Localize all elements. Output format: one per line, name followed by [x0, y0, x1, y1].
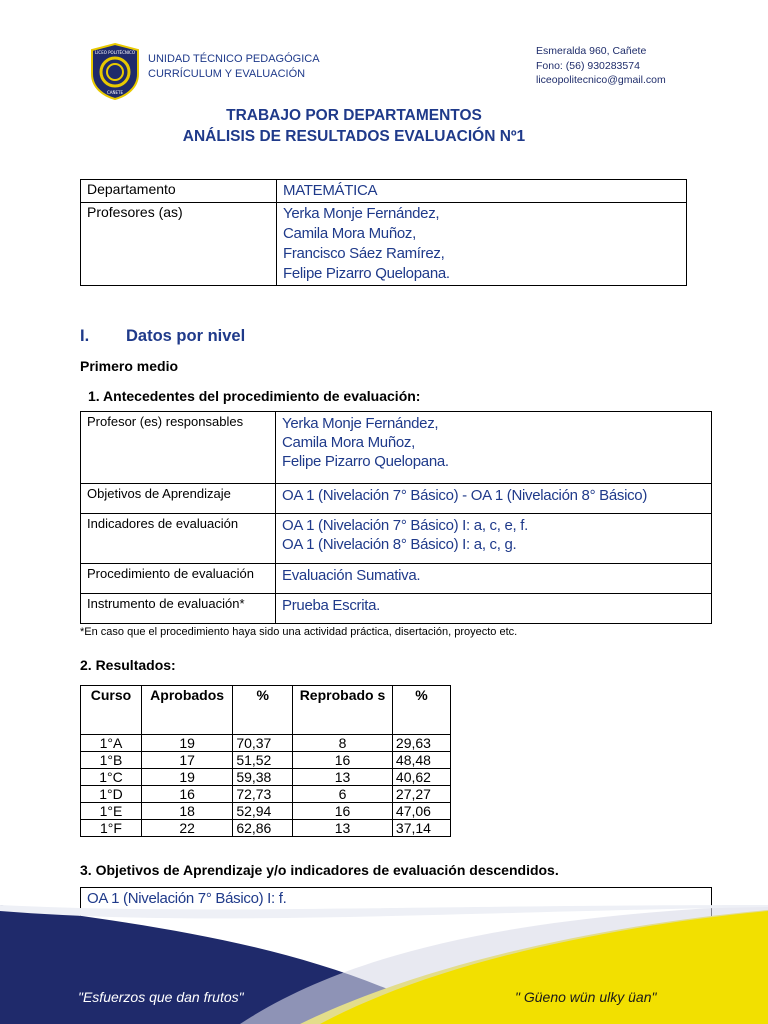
antecedentes-heading: 1. Antecedentes del procedimiento de evaluación:: [88, 388, 421, 404]
table-cell: 1°A: [81, 735, 142, 752]
descendidos-value: OA 1 (Nivelación 7° Básico) I: f.: [87, 890, 287, 907]
table-cell: 13: [293, 820, 393, 837]
table-cell: 19: [141, 769, 232, 786]
teacher-name: Yerka Monje Fernández,: [282, 415, 439, 432]
table-cell: 47,06: [392, 803, 450, 820]
table-cell: 6: [293, 786, 393, 803]
teachers-value: [277, 203, 687, 286]
document-title-line1: TRABAJO POR DEPARTAMENTOS: [226, 107, 482, 124]
table-cell: 1°D: [81, 786, 142, 803]
indicator-line: OA 1 (Nivelación 7° Básico) I: a, c, e, f.: [282, 517, 529, 534]
teacher-name: Camila Mora Muñoz,: [283, 225, 416, 242]
table-row: [81, 752, 451, 769]
table-cell: 52,94: [233, 803, 293, 820]
footer-banner: [0, 905, 768, 1024]
responsables-label: Profesor (es) responsables: [81, 412, 276, 484]
table-cell: 29,63: [392, 735, 450, 752]
table-row: [81, 786, 451, 803]
table-cell: 16: [293, 752, 393, 769]
level-heading: Primero medio: [80, 358, 179, 374]
school-logo: [88, 42, 142, 100]
teacher-name: Felipe Pizarro Quelopana.: [283, 265, 450, 282]
table-cell: 40,62: [392, 769, 450, 786]
table-cell: 72,73: [233, 786, 293, 803]
table-cell: 62,86: [233, 820, 293, 837]
department-label: Departamento: [81, 180, 277, 203]
institution-line1: UNIDAD TÉCNICO PEDAGÓGICA: [148, 53, 320, 65]
indicator-line: OA 1 (Nivelación 8° Básico) I: a, c, g.: [282, 536, 517, 553]
table-cell: 8: [293, 735, 393, 752]
column-header: %: [392, 686, 450, 735]
section-number: I.: [80, 327, 90, 345]
indicadores-value: [276, 514, 712, 564]
footer-slogan-right: " Güeno wün ulky üan": [515, 989, 657, 1005]
table-cell: 27,27: [392, 786, 450, 803]
table-cell: 22: [141, 820, 232, 837]
department-table: [80, 179, 687, 286]
table-cell: 16: [293, 803, 393, 820]
descendidos-heading: 3. Objetivos de Aprendizaje y/o indicadores de evaluación descendidos.: [80, 862, 559, 878]
table-cell: 17: [141, 752, 232, 769]
procedimiento-label: Procedimiento de evaluación: [81, 564, 276, 594]
logo-text-bottom: CAÑETE: [106, 90, 124, 95]
table-cell: 1°C: [81, 769, 142, 786]
teacher-name: Yerka Monje Fernández,: [283, 205, 440, 222]
resultados-heading: 2. Resultados:: [80, 657, 176, 673]
table-cell: 70,37: [233, 735, 293, 752]
teachers-label: Profesores (as): [81, 203, 277, 286]
responsables-value: [276, 412, 712, 484]
table-cell: 1°B: [81, 752, 142, 769]
objetivos-value: OA 1 (Nivelación 7° Básico) - OA 1 (Nivelación 8° Básico): [276, 484, 712, 514]
table-cell: 18: [141, 803, 232, 820]
contact-info: [536, 44, 666, 88]
teacher-name: Felipe Pizarro Quelopana.: [282, 453, 449, 470]
table-cell: 1°F: [81, 820, 142, 837]
instrumento-label: Instrumento de evaluación*: [81, 594, 276, 624]
teacher-name: Camila Mora Muñoz,: [282, 434, 415, 451]
table-row: [81, 769, 451, 786]
address: Esmeralda 960, Cañete: [536, 45, 647, 57]
instrumento-value: Prueba Escrita.: [276, 594, 712, 624]
email: liceopolitecnico@gmail.com: [536, 74, 666, 86]
table-row: [81, 803, 451, 820]
table-cell: 51,52: [233, 752, 293, 769]
department-value: MATEMÁTICA: [277, 180, 687, 203]
institution-name: [148, 52, 320, 82]
table-cell: 1°E: [81, 803, 142, 820]
objetivos-label: Objetivos de Aprendizaje: [81, 484, 276, 514]
footer-slogan-left: "Esfuerzos que dan frutos": [78, 989, 244, 1005]
logo-text-top: LICEO POLITÉCNICO: [95, 50, 135, 55]
table-row: [81, 735, 451, 752]
antecedentes-table: [80, 411, 712, 624]
section-heading: [80, 327, 245, 346]
institution-line2: CURRÍCULUM Y EVALUACIÓN: [148, 68, 306, 80]
table-cell: 16: [141, 786, 232, 803]
column-header: Reprobado s: [293, 686, 393, 735]
table-cell: 59,38: [233, 769, 293, 786]
column-header: %: [233, 686, 293, 735]
document-title-line2: ANÁLISIS DE RESULTADOS EVALUACIÓN Nº1: [182, 128, 526, 145]
indicadores-label: Indicadores de evaluación: [81, 514, 276, 564]
teacher-name: Francisco Sáez Ramírez,: [283, 245, 445, 262]
procedimiento-value: Evaluación Sumativa.: [276, 564, 712, 594]
table-cell: 37,14: [392, 820, 450, 837]
section-title: Datos por nivel: [126, 327, 246, 345]
footnote: *En caso que el procedimiento haya sido una actividad práctica, disertación, proyecto etc.: [80, 626, 518, 638]
results-table: [80, 685, 451, 837]
table-cell: 13: [293, 769, 393, 786]
phone: Fono: (56) 930283574: [536, 59, 640, 72]
column-header: Aprobados: [141, 686, 232, 735]
column-header: Curso: [81, 686, 142, 735]
table-row: [81, 820, 451, 837]
table-cell: 48,48: [392, 752, 450, 769]
table-cell: 19: [141, 735, 232, 752]
